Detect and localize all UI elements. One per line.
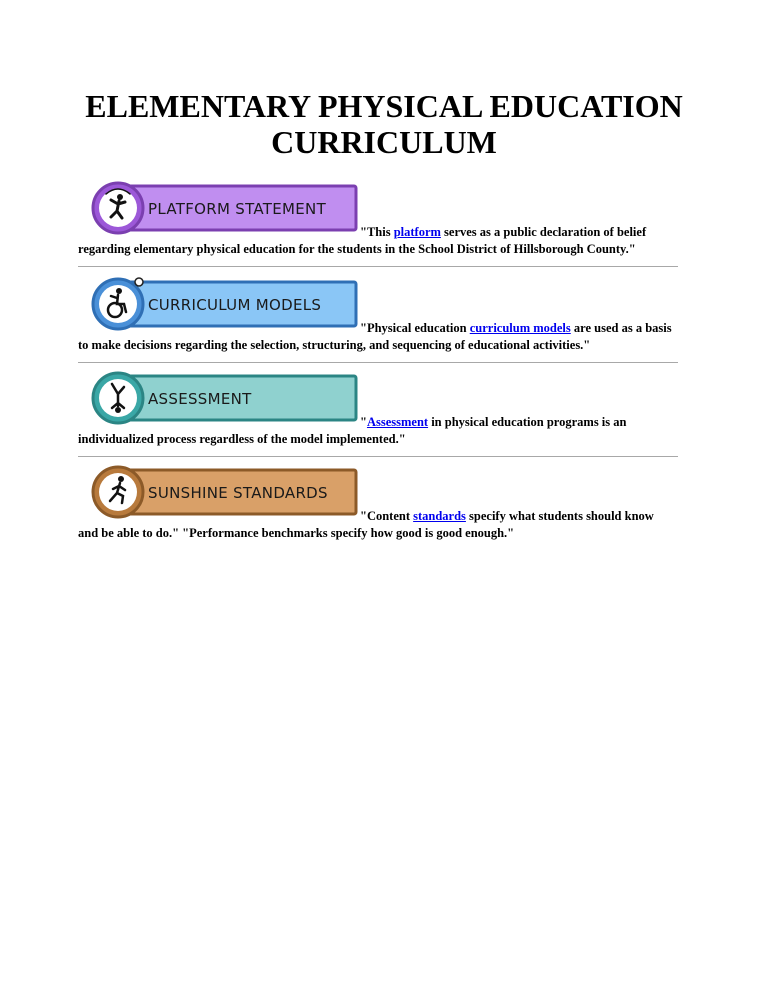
assessment-label: ASSESSMENT [148, 390, 252, 408]
page-title-line-2: CURRICULUM [271, 124, 497, 160]
page-title-line-1: ELEMENTARY PHYSICAL EDUCATION [85, 88, 683, 124]
assessment-link[interactable]: Assessment [366, 415, 429, 429]
curriculum-models-text: "Physical education curriculum models are used as a basis to make decisions regarding the selection, structuring, and sequencing of educational activities." [78, 321, 672, 352]
section-divider [78, 266, 678, 267]
sunshine-standards-text: "Content standards specify what students should know and be able to do." "Performance benchmarks specify how good is good enough." [78, 509, 654, 540]
platform-statement-label: PLATFORM STATEMENT [148, 200, 327, 218]
standards-link[interactable]: standards [413, 509, 466, 523]
assessment-text: "Assessment in physical education programs is an individualized process regardless of the model implemented." [78, 415, 627, 446]
section-divider [78, 362, 678, 363]
section-divider [78, 456, 678, 457]
platform-link[interactable]: platform [393, 225, 441, 239]
platform-statement-text: "This platform serves as a public declaration of belief regarding elementary physical education for the students in the School District of Hillsborough County." [78, 225, 647, 256]
page-title [0, 88, 768, 160]
sunshine-standards-label: SUNSHINE STANDARDS [148, 484, 328, 502]
curriculum-models-label: CURRICULUM MODELS [148, 296, 322, 314]
curriculum-models-link[interactable]: curriculum models [469, 321, 571, 335]
